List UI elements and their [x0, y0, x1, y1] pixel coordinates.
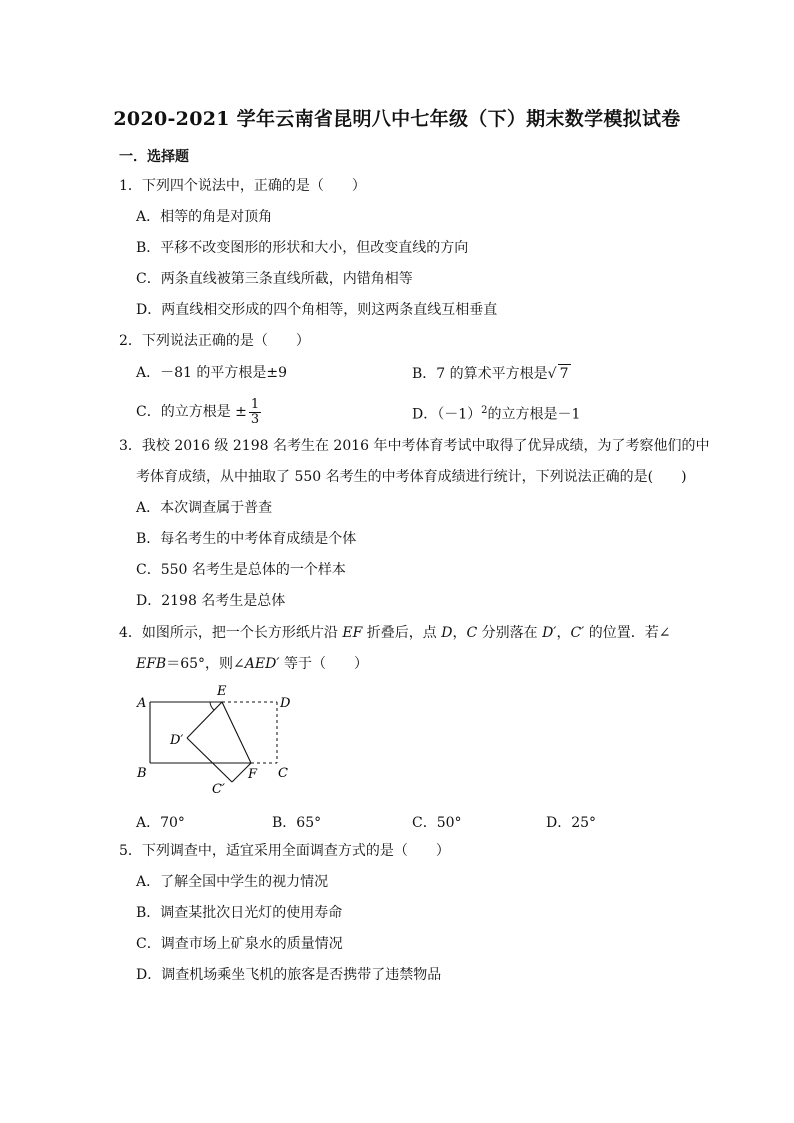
q4-option-b: B．65°	[272, 815, 322, 831]
q3-stem-line1: 3．我校 2016 级 2198 名考生在 2016 年中考体育考试中取得了优异成绩，为了考察他们的中	[119, 438, 710, 454]
q2-option-a: A．－81 的平方根是±9	[136, 365, 288, 381]
q5-stem: 5．下列调查中，适宜采用全面调查方式的是（ ）	[119, 843, 450, 859]
folding-figure	[130, 680, 300, 800]
q5-option-a: A．了解全国中学生的视力情况	[136, 874, 329, 890]
q2-option-b	[412, 364, 571, 383]
label-c-prime: C′	[212, 782, 225, 797]
q2-option-d-text: D．（－1）	[412, 406, 482, 423]
q2-option-c-text: C．的立方根是 ±	[136, 404, 247, 420]
q4-var-efb: EFB	[136, 656, 167, 672]
q4-stem-line1	[119, 624, 671, 642]
q2-option-b-radicand: 7	[559, 366, 569, 382]
label-a: A	[137, 696, 147, 711]
q2-option-c	[136, 396, 261, 428]
q2-option-b-text: B．7 的算术平方根是	[412, 366, 548, 382]
label-d-prime: D′	[170, 733, 184, 748]
fold-line-ef	[222, 702, 251, 763]
label-f: F	[248, 767, 258, 782]
label-e: E	[217, 684, 227, 699]
q4-text: 的位置．若∠	[584, 625, 671, 641]
edge-ed-prime	[187, 702, 222, 738]
q4-text: 折叠后，点	[362, 625, 442, 641]
q4-option-c: C．50°	[412, 815, 462, 831]
fraction-numerator: 1	[250, 396, 260, 412]
q4-text: 等于（ ）	[279, 656, 368, 672]
q4-option-a: A．70°	[136, 815, 185, 831]
section-heading: 一．选择题	[119, 149, 189, 165]
label-b: B	[137, 766, 147, 781]
q5-option-c: C．调查市场上矿泉水的质量情况	[136, 936, 343, 952]
sqrt-symbol: √	[547, 366, 557, 382]
q4-var-cp: C′	[570, 625, 585, 641]
q1-option-c: C．两条直线被第三条直线所截，内错角相等	[136, 271, 413, 287]
fraction	[249, 398, 261, 427]
q2-option-d	[412, 402, 580, 424]
q4-text: 4．如图所示，把一个长方形纸片沿	[119, 625, 343, 641]
q3-option-d: D．2198 名考生是总体	[136, 593, 286, 609]
q4-var-ef: EF	[342, 625, 363, 641]
fraction-denominator: 3	[250, 411, 260, 427]
q5-option-b: B．调查某批次日光灯的使用寿命	[136, 905, 343, 921]
q1-stem: 1．下列四个说法中，正确的是（ ）	[119, 178, 366, 194]
q2-option-d-exponent: 2	[481, 405, 488, 416]
label-c: C	[278, 766, 288, 781]
q4-text: ，	[556, 625, 571, 641]
q4-option-d: D．25°	[546, 815, 597, 831]
q4-var-c: C	[466, 625, 478, 641]
q1-option-a: A．相等的角是对顶角	[136, 209, 273, 225]
q4-text: ，	[452, 625, 467, 641]
q2-stem: 2．下列说法正确的是（ ）	[119, 333, 310, 349]
q2-option-d-suffix: 的立方根是－1	[487, 406, 581, 423]
q3-option-b: B．每名考生的中考体育成绩是个体	[136, 531, 357, 547]
q4-stem-line2	[136, 655, 368, 673]
q4-var-d: D	[441, 625, 453, 641]
q4-text: 分别落在	[477, 625, 543, 641]
angle-arc	[210, 702, 214, 710]
q5-option-d: D．调查机场乘坐飞机的旅客是否携带了违禁物品	[136, 967, 442, 983]
q1-option-b: B．平移不改变图形的形状和大小，但改变直线的方向	[136, 240, 469, 256]
q3-option-a: A．本次调查属于普查	[136, 500, 273, 516]
label-d: D	[280, 696, 291, 711]
q3-option-c: C．550 名考生是总体的一个样本	[136, 562, 346, 578]
q3-stem-line2: 考体育成绩，从中抽取了 550 名考生的中考体育成绩进行统计，下列说法正确的是( )	[136, 469, 687, 485]
q1-option-d: D．两直线相交形成的四个角相等，则这两条直线互相垂直	[136, 302, 498, 318]
q4-var-aed: AED′	[244, 656, 280, 672]
page-title: 2020-2021 学年云南省昆明八中七年级（下）期末数学模拟试卷	[113, 108, 681, 130]
q4-var-dp: D′	[542, 625, 557, 641]
edge-dp-cp	[187, 738, 232, 782]
q4-text: ＝65°，则∠	[166, 656, 245, 672]
